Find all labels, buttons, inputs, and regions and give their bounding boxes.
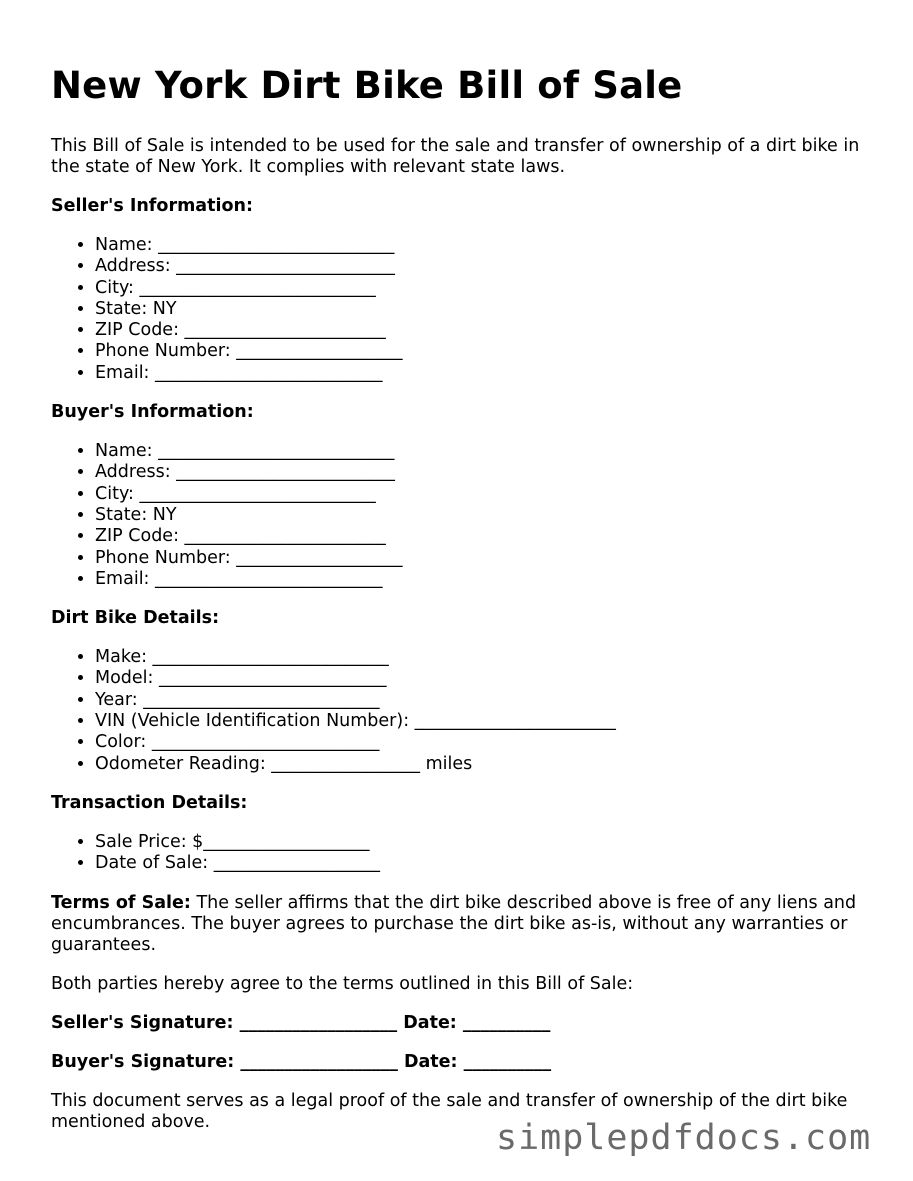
seller-address-field: • Address: _________________________ bbox=[95, 256, 871, 277]
buyer-name-field: • Name: ___________________________ bbox=[95, 441, 871, 462]
terms-label: Terms of Sale: bbox=[51, 892, 191, 913]
buyer-heading: Buyer's Information: bbox=[51, 402, 254, 423]
buyer-phone-field: • Phone Number: ___________________ bbox=[95, 548, 871, 569]
seller-email-field: • Email: __________________________ bbox=[95, 363, 871, 384]
buyer-email-field: • Email: __________________________ bbox=[95, 569, 871, 590]
watermark: simplepdfdocs.com bbox=[496, 1118, 872, 1158]
terms-text: The seller affirms that the dirt bike described above is free of any liens and encumbrances. The buyer agrees to purchase the dirt bike as-is, without any warranties or guarantees. bbox=[51, 892, 857, 955]
bike-heading: Dirt Bike Details: bbox=[51, 608, 220, 629]
bike-make-field: • Make: ___________________________ bbox=[95, 647, 871, 668]
bike-year-field: • Year: ___________________________ bbox=[95, 690, 871, 711]
seller-heading: Seller's Information: bbox=[51, 196, 253, 216]
bike-vin-field: • VIN (Vehicle Identification Number): _______________________ bbox=[95, 711, 871, 732]
transaction-heading: Transaction Details: bbox=[51, 792, 248, 813]
bike-color-field: • Color: __________________________ bbox=[95, 732, 871, 753]
document-page bbox=[51, 62, 871, 1151]
seller-state-field: • State: NY bbox=[95, 299, 871, 320]
seller-phone-field: • Phone Number: ___________________ bbox=[95, 341, 871, 362]
sale-date-field: • Date of Sale: ___________________ bbox=[95, 853, 871, 874]
terms-paragraph bbox=[51, 893, 871, 956]
buyer-zip-field: • ZIP Code: _______________________ bbox=[95, 526, 871, 547]
bike-model-field: • Model: __________________________ bbox=[95, 668, 871, 689]
seller-name-field: • Name: ___________________________ bbox=[95, 235, 871, 256]
buyer-state-field: • State: NY bbox=[95, 505, 871, 526]
buyer-list bbox=[51, 441, 871, 590]
sale-price-field: • Sale Price: $___________________ bbox=[95, 832, 871, 853]
closing-paragraph: This document serves as a legal proof of the sale and transfer of ownership of the dirt bike mentioned above. bbox=[51, 1090, 848, 1132]
buyer-address-field: • Address: _________________________ bbox=[95, 462, 871, 483]
bike-list bbox=[51, 647, 871, 775]
intro-paragraph: This Bill of Sale is intended to be used for the sale and transfer of ownership of a dirt bike in the state of New York. It complies with relevant state laws. bbox=[51, 136, 860, 177]
seller-zip-field: • ZIP Code: _______________________ bbox=[95, 320, 871, 341]
seller-list bbox=[51, 235, 871, 384]
transaction-list bbox=[51, 832, 871, 875]
page-title: New York Dirt Bike Bill of Sale bbox=[51, 64, 683, 107]
bike-odometer-field: • Odometer Reading: _________________ miles bbox=[95, 754, 871, 775]
agreement-paragraph: Both parties hereby agree to the terms outlined in this Bill of Sale: bbox=[51, 973, 634, 994]
buyer-signature-line: Buyer's Signature: __________________ Date: __________ bbox=[51, 1051, 552, 1072]
seller-city-field: • City: ___________________________ bbox=[95, 278, 871, 299]
seller-signature-line: Seller's Signature: __________________ Date: __________ bbox=[51, 1012, 551, 1033]
buyer-city-field: • City: ___________________________ bbox=[95, 484, 871, 505]
